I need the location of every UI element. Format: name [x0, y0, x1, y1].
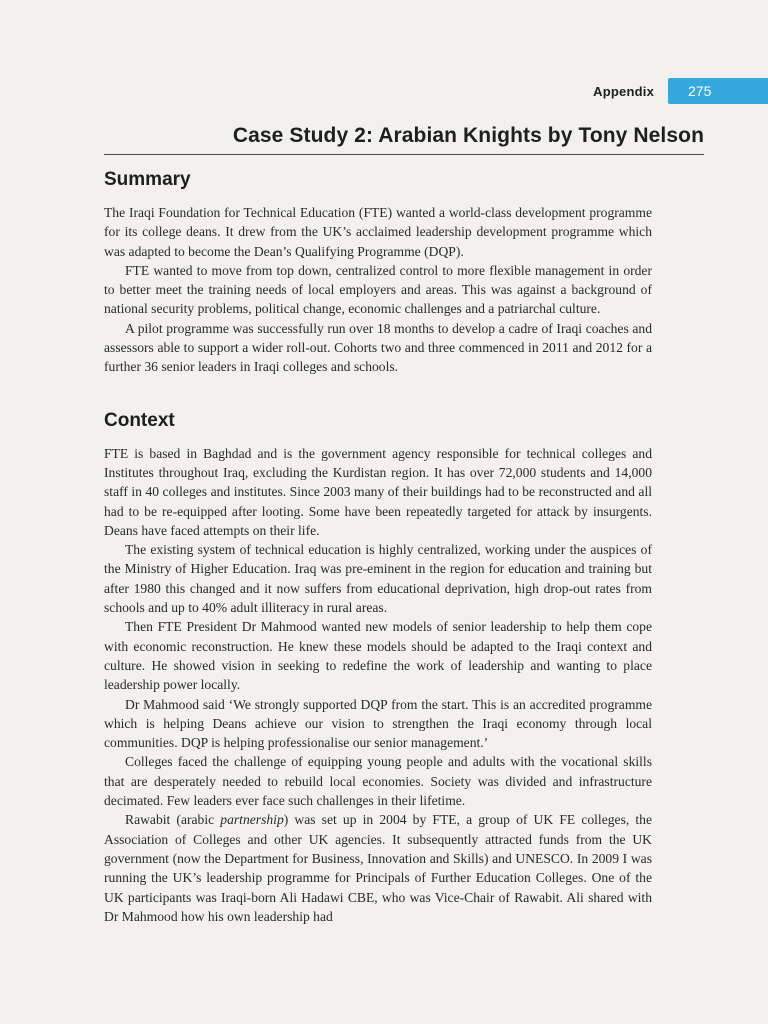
partnership-emphasis: partnership: [220, 812, 284, 828]
context-paragraph-2: The existing system of technical education is highly centralized, working under the auspices of the Ministry of Higher Education. Iraq was pre-eminent in the region for education and training but after 1980 this changed and it now suffers from educational deprivation, high drop-out rates from schools and up to 40% adult illiteracy in rural areas.: [104, 542, 652, 616]
context-paragraph-1: FTE is based in Baghdad and is the government agency responsible for technical colleges and Institutes throughout Iraq, excluding the Kurdistan region. It has over 72,000 students and 14,000 staff in 40 colleges and institutes. Since 2003 many of their buildings had to be reconstructed and all had to be re-equipped after looting. Some have been repeatedly targeted for attack by insurgents. Deans have faced attempts on their life.: [104, 445, 652, 538]
summary-section: [104, 168, 652, 377]
summary-paragraph-1: The Iraqi Foundation for Technical Education (FTE) wanted a world-class development programme for its college deans. It drew from the UK’s acclaimed leadership development programme which was adapted to become the Dean’s Qualifying Programme (DQP).: [104, 205, 652, 259]
rawabit-rest-text: ) was set up in 2004 by FTE, a group of UK FE colleges, the Association of Colleges and other UK agencies. It subsequently attracted funds from the UK government (now the Department for Business, Innovation and Skills) and UNESCO. In 2009 I was running the UK’s leadership programme for Principals of Further Education Colleges. One of the UK participants was Iraqi-born Ali Hadawi CBE, who was Vice-Chair of Rawabit. Ali shared with Dr Mahmood how his own leadership had: [104, 812, 652, 924]
main-content: [104, 168, 652, 926]
section-name: Appendix: [593, 83, 654, 99]
context-heading: Context: [104, 409, 175, 431]
rawabit-lead-text: Rawabit (arabic: [125, 812, 221, 828]
summary-paragraph-2: FTE wanted to move from top down, centralized control to more flexible management in order to better meet the training needs of local employers and areas. This was against a background of national security problems, political change, economic challenges and a patriarchal culture.: [104, 262, 652, 317]
case-study-title: Case Study 2: Arabian Knights by Tony Nelson: [104, 124, 704, 155]
page-number: 275: [688, 83, 712, 99]
summary-paragraph-3: A pilot programme was successfully run over 18 months to develop a cadre of Iraqi coaches and assessors able to support a wider roll-out. Cohorts two and three commenced in 2011 and 2012 for a further 36 senior leaders in Iraqi colleges and schools.: [104, 320, 652, 375]
context-paragraph-3: Then FTE President Dr Mahmood wanted new models of senior leadership to help them cope with economic reconstruction. He knew these models should be adapted to the Iraqi context and culture. He showed vision in seeking to redefine the work of leadership and wanting to place leadership power locally.: [104, 619, 652, 693]
context-section: [104, 409, 652, 926]
context-paragraph-4: Dr Mahmood said ‘We strongly supported DQP from the start. This is an accredited programme which is helping Deans achieve our vision to strengthen the Iraqi economy through local communities. DQP is helping professionalise our senior management.’: [104, 696, 652, 751]
running-header: [593, 78, 768, 104]
context-paragraph-6: [104, 810, 652, 926]
context-paragraph-5: Colleges faced the challenge of equipping young people and adults with the vocational skills that are desperately needed to rebuild local economies. Society was divided and infrastructure decimated. Few leaders ever face such challenges in their lifetime.: [104, 754, 652, 809]
summary-heading: Summary: [104, 169, 191, 190]
page-number-tab: [668, 78, 768, 104]
